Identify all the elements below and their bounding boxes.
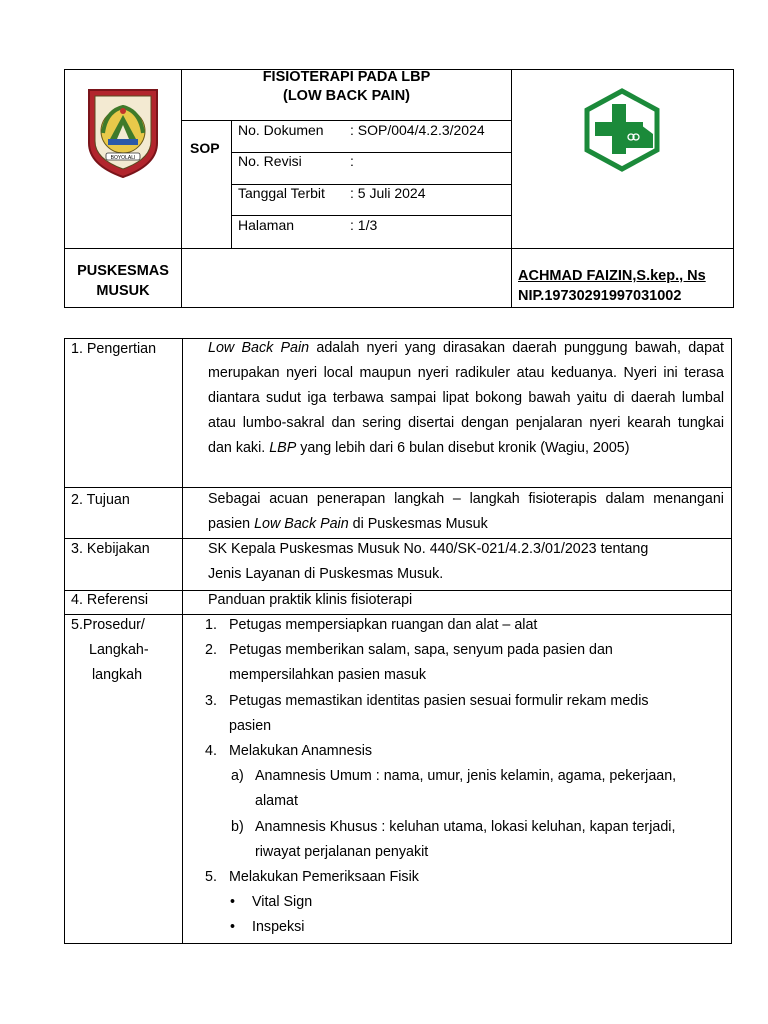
sop-label: SOP [190, 140, 220, 156]
crest-ribbon-text: BOYOLALI [110, 155, 136, 161]
bullet-icon: • [230, 894, 236, 910]
org-name-line2: MUSUK [96, 283, 150, 299]
document-title-line2: (LOW BACK PAIN) [283, 88, 410, 104]
field-value-no-dokumen: : SOP/004/4.2.3/2024 [350, 122, 485, 138]
label-tujuan: 2. Tujuan [71, 492, 130, 508]
step-text: Petugas memberikan salam, sapa, senyum pada pasien dan [229, 642, 613, 658]
substep-letter: a) [231, 768, 244, 784]
text-kebijakan-line1: SK Kepala Puskesmas Musuk No. 440/SK-021/4.2.3/01/2023 tentang [208, 541, 649, 557]
field-value-no-revisi: : [350, 153, 354, 169]
label-prosedur-line2: Langkah- [89, 642, 149, 658]
regency-crest-logo [86, 87, 160, 179]
step-number: 4. [205, 743, 217, 759]
step-number: 5. [205, 869, 217, 885]
step-text: pasien [229, 718, 272, 734]
field-label-no-revisi: No. Revisi [238, 153, 302, 169]
document-title-line1: FISIOTERAPI PADA LBP [262, 69, 431, 85]
label-pengertian: 1. Pengertian [71, 341, 157, 357]
head-name: ACHMAD FAIZIN,S.kep., Ns [518, 268, 706, 284]
field-label-tanggal-terbit: Tanggal Terbit [238, 185, 325, 201]
field-value-halaman: : 1/3 [350, 217, 378, 233]
step-text: Petugas memastikan identitas pasien sesuai formulir rekam medis [229, 693, 649, 709]
substep-text: Anamnesis Khusus : keluhan utama, lokasi keluhan, kapan terjadi, [255, 819, 676, 835]
step-number: 1. [205, 617, 217, 633]
substep-text: riwayat perjalanan penyakit [255, 844, 429, 860]
substep-text: Anamnesis Umum : nama, umur, jenis kelamin, agama, pekerjaan, [255, 768, 677, 784]
text-kebijakan-line2: Jenis Layanan di Puskesmas Musuk. [208, 566, 444, 582]
bullet-text: Inspeksi [252, 919, 305, 935]
label-referensi: 4. Referensi [71, 592, 149, 608]
text-referensi: Panduan praktik klinis fisioterapi [208, 592, 413, 608]
field-label-no-dokumen: No. Dokumen [238, 122, 324, 138]
substep-letter: b) [231, 819, 244, 835]
field-label-halaman: Halaman [238, 217, 295, 233]
head-nip: NIP.19730291997031002 [518, 288, 682, 304]
text-tujuan: Sebagai acuan penerapan langkah – langkah fisioterapis dalam menangani pasien Low Back Pain di Puskesmas Musuk [208, 491, 724, 532]
bullet-text: Vital Sign [252, 894, 313, 910]
step-text: Petugas mempersiapkan ruangan dan alat – alat [229, 617, 538, 633]
step-number: 3. [205, 693, 217, 709]
org-name-line1: PUSKESMAS [77, 263, 169, 279]
field-value-tanggal-terbit: : 5 Juli 2024 [350, 185, 426, 201]
bullet-icon: • [230, 919, 236, 935]
step-number: 2. [205, 642, 217, 658]
step-text: mempersilahkan pasien masuk [229, 667, 427, 683]
label-kebijakan: 3. Kebijakan [71, 541, 150, 557]
step-text: Melakukan Anamnesis [229, 743, 373, 759]
label-prosedur-line3: langkah [92, 667, 143, 683]
substep-text: alamat [255, 793, 298, 809]
text-pengertian: Low Back Pain adalah nyeri yang dirasakan daerah punggung bawah, dapat merupakan nyeri local maupun nyeri radikuler atau keduanya. Nyeri ini terasa diantara sudut iga terbawa sampai lipat bokong bawah yaitu di daerah lumbal atau lumbo-sakral dan sering disertai dengan penjalaran nyeri kearah tungkai dan kaki. LBP yang lebih dari 6 bulan disebut kronik (Wagiu, 2005) [208, 340, 724, 456]
label-prosedur-line1: 5.Prosedur/ [71, 617, 145, 633]
puskesmas-logo [583, 88, 661, 172]
step-text: Melakukan Pemeriksaan Fisik [229, 869, 419, 885]
